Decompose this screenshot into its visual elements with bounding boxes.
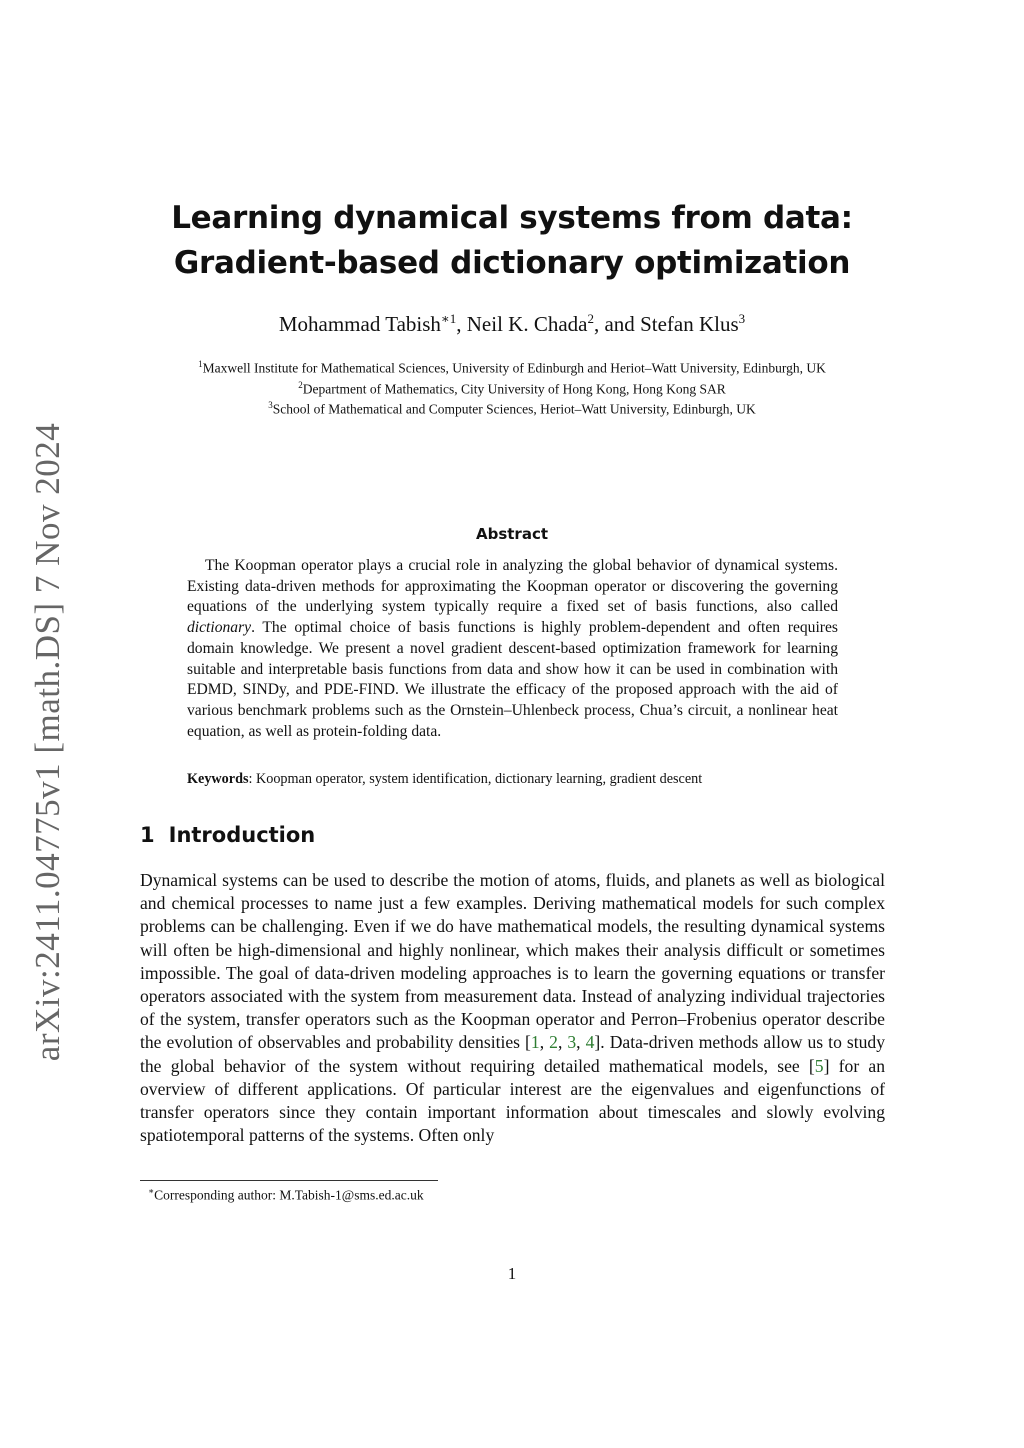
- keywords: [187, 771, 847, 788]
- footnote-mark: ∗: [148, 1186, 155, 1196]
- affiliation-line: [0, 356, 1024, 377]
- author-affiliation-mark: 3: [738, 311, 746, 326]
- author-name: Neil K. Chada: [466, 312, 588, 336]
- citation-link[interactable]: 2: [549, 1032, 558, 1053]
- author-separator: , and: [593, 312, 641, 336]
- keywords-text: : Koopman operator, system identification, dictionary learning, gradient descent: [248, 771, 703, 787]
- intro-text: ]. Data-driven methods allow us to study the global behavior of the system without requiring detailed mathematical models, see [: [140, 1032, 886, 1076]
- affiliation-mark: 2: [298, 379, 303, 390]
- footnote: [148, 1186, 424, 1204]
- abstract-text: The Koopman operator plays a crucial role in analyzing the global behavior of dynamical systems. Existing data-driven methods for approximating the Koopman operator or discovering the governing equations of the underlying system typically require a fixed set of basis functions, also called: [187, 557, 838, 616]
- introduction-paragraph: Dynamical systems can be used to describe the motion of atoms, fluids, and planets as well as biological and chemical processes to name just a few examples. Deriving mathematical models for such complex problems can be challenging. Even if we do have mathematical models, the resulting dynamical systems will often be high-dimensional and highly nonlinear, which makes their analysis difficult or sometimes impossible. The goal of data-driven modeling approaches is to learn the governing equations or transfer operators associated with the system from measurement data. Instead of analyzing individual trajectories of the system, transfer operators such as the Koopman operator and Perron–Frobenius operator describe the evolution of observables and probability densities [1, 2, 3, 4]. Data-driven methods allow us to study the global behavior of the system without requiring detailed mathematical models, see [5] for an overview of different applications. Of particular interest are the eigenvalues and eigenfunctions of transfer operators since they contain important information about timescales and slowly evolving spatiotemporal patterns of the systems. Often only: [140, 870, 886, 1146]
- citation-link[interactable]: 1: [530, 1032, 540, 1053]
- affiliation-mark: 1: [198, 359, 203, 369]
- author-separator: ,: [456, 312, 467, 336]
- abstract-text: . The optimal choice of basis functions is highly problem-dependent and often requires domain knowledge. We present a novel gradient descent-based optimization framework for learning suitable and interpretable basis functions from data and show how it can be used in combination with EDMD, SINDy, and PDE-FIND. We illustrate the efficacy of the proposed approach with the aid of various benchmark problems such as the Ornstein–Uhlenbeck process, Chua’s circuit, a nonlinear heat equation, as well as protein-folding data.: [187, 619, 838, 740]
- section-heading: [140, 823, 315, 847]
- affiliation-text: Department of Mathematics, City University of Hong Kong, Hong Kong SAR: [302, 381, 726, 396]
- citation-link[interactable]: 5: [814, 1055, 824, 1076]
- author-affiliation-mark: 2: [587, 311, 594, 326]
- affiliation-mark: 3: [268, 400, 273, 410]
- author-affiliation-mark: ∗1: [440, 311, 457, 326]
- footnote-divider: [140, 1180, 438, 1181]
- intro-text: ] for an overview of different applications. Of particular interest are the eigenvalues and eigenfunctions of transfer operators since they contain important information about timescales and slowly evolving spatiotemporal patterns of the systems. Often only: [140, 1055, 885, 1146]
- affiliation-text: Maxwell Institute for Mathematical Sciences, University of Edinburgh and Heriot–Watt University, Edinburgh, UK: [202, 360, 826, 376]
- keywords-label: Keywords: [187, 771, 249, 787]
- abstract-heading: Abstract: [475, 525, 549, 543]
- section-title: Introduction: [168, 823, 316, 847]
- author-name: Mohammad Tabish: [278, 312, 441, 336]
- author-list: [0, 311, 1024, 337]
- page-number: 1: [507, 1264, 517, 1283]
- citation-link[interactable]: 4: [585, 1032, 595, 1053]
- title-line-1: Learning dynamical systems from data:: [171, 200, 853, 236]
- affiliation-line: [0, 397, 1024, 418]
- section-number: 1: [140, 823, 155, 847]
- citation-link[interactable]: 3: [567, 1032, 577, 1053]
- author-name: Stefan Klus: [640, 312, 739, 336]
- affiliation-text: School of Mathematical and Computer Sciences, Heriot–Watt University, Edinburgh, UK: [272, 401, 756, 417]
- title-line-2: Gradient-based dictionary optimization: [173, 245, 851, 281]
- abstract-emphasis: dictionary: [187, 619, 252, 637]
- intro-text: Dynamical systems can be used to describe the motion of atoms, fluids, and planets as well as biological and chemical processes to name just a few examples. Deriving mathematical models for such complex problems can be challenging. Even if we do have mathematical models, the resulting dynamical systems will often be high-dimensional and highly nonlinear, which makes their analysis difficult or sometimes impossible. The goal of data-driven modeling approaches is to learn the governing equations or transfer operators associated with the system from measurement data. Instead of analyzing individual trajectories of the system, transfer operators such as the Koopman operator and Perron–Frobenius operator describe the evolution of observables and probability densities [: [140, 870, 885, 1053]
- affiliation-line: [0, 377, 1024, 398]
- abstract-body: [187, 556, 838, 742]
- arxiv-identifier-stamp: arXiv:2411.04775v1 [math.DS] 7 Nov 2024: [28, 422, 67, 1062]
- paper-title: [0, 196, 1024, 286]
- footnote-text: Corresponding author: M.Tabish-1@sms.ed.ac.uk: [154, 1187, 424, 1203]
- affiliation-list: [0, 356, 1024, 418]
